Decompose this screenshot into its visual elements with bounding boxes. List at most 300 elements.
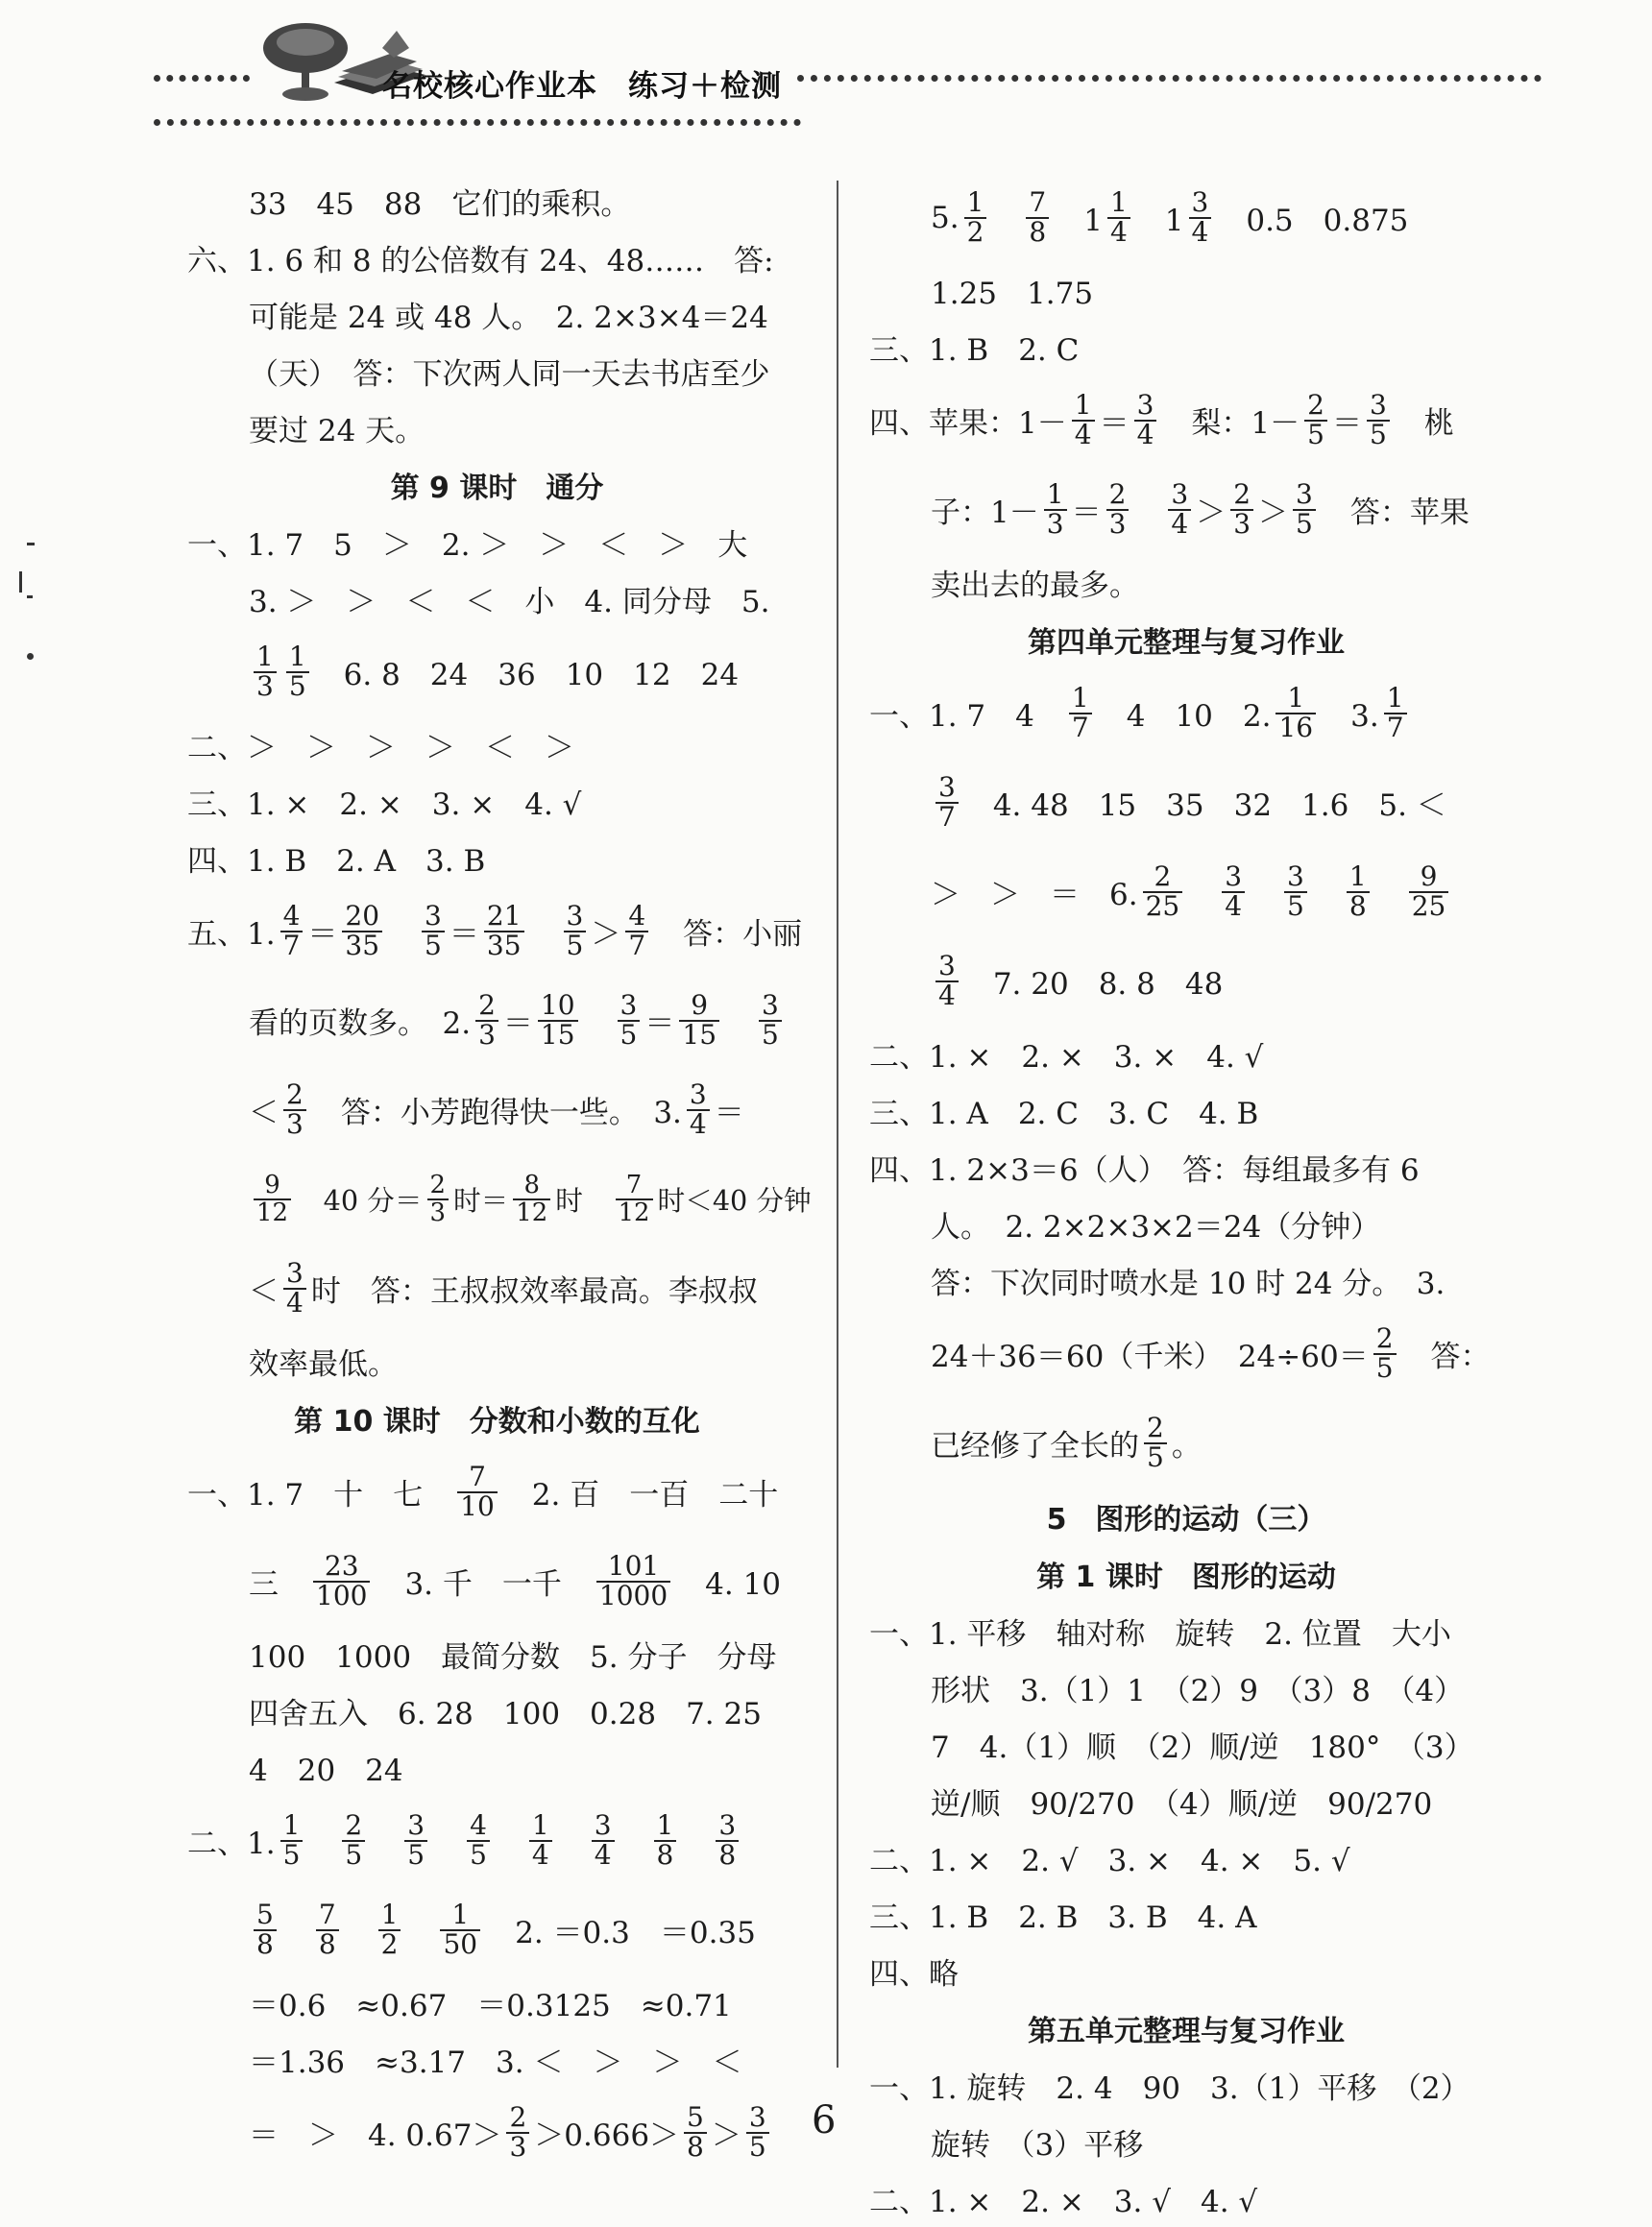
section-heading [869,611,1503,668]
column-divider [837,181,838,2068]
fraction-denominator: 7 [625,931,648,960]
section-heading [187,456,807,514]
answer-line [187,1682,807,1739]
fraction-numerator: 1 [1046,477,1064,510]
fraction [1072,388,1095,450]
fraction-numerator: 1 [966,185,984,218]
answer-line-with-fractions [869,847,1503,936]
fraction-denominator: 8 [684,2132,707,2162]
fraction [457,1460,498,1522]
answer-line-with-fractions [187,886,807,976]
answer-line-with-fractions [187,1154,812,1244]
answer-text: 3. [1321,699,1379,734]
answer-line-with-fractions [187,976,807,1065]
answer-line-with-fractions [869,1398,1503,1488]
answer-line-with-fractions [869,375,1503,465]
answer-line [869,2170,1503,2227]
fraction [564,899,587,961]
answer-text [432,1819,462,1862]
fraction-denominator: 5 [746,2132,769,2162]
answer-line [187,230,807,286]
fraction-numerator: 3 [286,1256,304,1289]
fraction [513,1173,550,1225]
answer-line-with-fractions [869,668,1503,758]
answer-text [1250,870,1279,913]
answer-line [187,173,807,230]
fraction-denominator: 5 [1373,1353,1397,1383]
fraction-numerator: 3 [938,949,956,981]
answer-line-with-fractions [187,1447,807,1537]
page-number: 6 [812,2098,837,2142]
fraction [684,2100,707,2163]
fraction [404,1808,427,1871]
fraction [1189,185,1212,248]
answer-text: 四舍五入 6. 28 100 0.28 7. 25 [249,1697,762,1731]
answer-text: 时 答：王叔叔效率最高。李叔叔 [310,1274,758,1309]
margin-mark [27,543,35,545]
fraction-numerator: 3 [718,1808,737,1841]
fraction-numerator: 1 [288,640,306,672]
fraction-denominator: 35 [342,931,382,960]
fraction [759,988,782,1051]
fraction-denominator: 5 [467,1840,490,1870]
fraction [1293,477,1316,540]
fraction-denominator: 5 [422,931,445,960]
margin-mark [19,571,22,593]
fraction-numerator: 2 [1307,388,1324,421]
fraction-numerator: 2 [286,1077,304,1110]
answer-line [187,399,807,456]
fraction [1044,477,1067,540]
fraction-denominator: 12 [616,1198,653,1225]
header-dotted-rule [797,75,1542,82]
answer-text: 时＝ [452,1184,509,1217]
fraction [280,899,304,961]
fraction [1144,1411,1167,1473]
answer-text: 一、1. 旋转 2. 4 90 3.（1）平移 （2） [869,2071,1470,2106]
answer-text: 形状 3.（1）1 （2）9 （3）8 （4） [931,1674,1465,1708]
fraction [254,1898,277,1960]
fraction-numerator: 1 [451,1898,470,1930]
fraction-numerator: 2 [1233,477,1251,510]
header-dotted-rule [154,75,250,82]
fraction [1284,859,1307,922]
answer-text: 四、1. 2×3＝6（人） 答：每组最多有 6 [869,1153,1420,1188]
fraction-denominator: 3 [254,671,277,701]
fraction [342,899,382,961]
section-heading [187,1390,807,1447]
fraction [1168,477,1191,540]
fraction-denominator: 4 [1189,217,1212,247]
fraction-numerator: 3 [594,1808,612,1841]
fraction-denominator: 25 [1409,891,1449,921]
fraction [316,1898,339,1960]
fraction-numerator: 1 [531,1808,549,1841]
answer-text: ＞0.666＞ [534,2118,680,2153]
answer-text: ＝1.36 ≈3.17 3. ＜ ＞ ＞ ＜ [249,2045,742,2080]
answer-text: 四、1. B 2. A 3. B [187,844,486,879]
fraction [1275,681,1316,743]
margin-mark [27,595,33,598]
fraction-denominator: 5 [759,1020,782,1050]
answer-text: ＝ [1331,406,1362,441]
fraction [286,640,309,702]
answer-text: ＝ [1099,406,1130,441]
fraction-numerator: 7 [625,1171,643,1200]
fraction [592,1808,615,1871]
left-answer-column [187,173,812,2177]
fraction-denominator: 15 [679,1020,719,1050]
fraction [440,1898,480,1960]
fraction-numerator: 1 [1109,185,1128,218]
fraction-numerator: 1 [1287,681,1305,714]
answer-text: 二、1. × 2. √ 3. × 4. × 5. √ [869,1844,1350,1878]
answer-text: 时 [555,1184,611,1217]
answer-text: 0.5 0.875 [1216,204,1409,238]
fraction [1069,681,1092,743]
fraction-numerator: 3 [1136,388,1154,421]
fraction-numerator: 23 [324,1549,359,1582]
fraction-denominator: 35 [484,931,524,960]
answer-text: 三 [249,1567,308,1602]
answer-line-with-fractions [187,1885,807,1974]
fraction [283,1256,306,1319]
answer-text: 1 [1134,204,1184,238]
fraction [342,1808,365,1871]
fraction [1304,388,1327,450]
fraction-numerator: 3 [938,770,956,803]
answer-line [187,1974,807,2031]
fraction [1384,681,1407,743]
fraction [935,949,959,1011]
fraction-numerator: 3 [566,899,584,932]
answer-text: ＝ [449,917,479,952]
answer-text: 子：1－ [931,496,1039,530]
answer-line [869,1082,1503,1139]
answer-line-with-fractions [187,627,807,716]
fraction-numerator: 1 [256,640,274,672]
fraction-denominator: 4 [1168,509,1191,539]
fraction [467,1808,490,1871]
fraction [506,2100,529,2163]
answer-text: 要过 24 天。 [249,414,425,448]
fraction [654,1808,677,1871]
answer-text: 一、1. 7 5 ＞ 2. ＞ ＞ ＜ ＞ 大 [187,528,748,563]
fraction-numerator: 2 [429,1171,446,1200]
answer-text: 二、1. × 2. × 3. √ 4. √ [869,2185,1258,2219]
fraction-denominator: 3 [1044,509,1067,539]
answer-text [1374,870,1404,913]
answer-text: 三、1. A 2. C 3. C 4. B [869,1097,1259,1131]
answer-text [529,909,559,953]
fraction-denominator: 3 [1106,509,1130,539]
fraction-denominator: 3 [475,1020,498,1050]
answer-text: 效率最低。 [249,1347,398,1382]
answer-text [557,1819,587,1862]
answer-line-with-fractions [869,173,1503,262]
answer-text: 五、1. [187,917,276,952]
fraction-denominator: 5 [618,1020,641,1050]
fraction-numerator: 2 [345,1808,363,1841]
fraction-numerator: 9 [1420,859,1438,892]
fraction-denominator: 8 [254,1929,277,1959]
answer-line [187,716,807,773]
answer-text: 四、略 [869,1957,959,1992]
answer-line [187,2031,807,2088]
answer-text: ＝ [307,917,338,952]
fraction-numerator: 1 [1074,388,1092,421]
fraction [1026,185,1049,248]
fraction-denominator: 15 [538,1020,578,1050]
answer-text: 已经修了全长的 [931,1429,1139,1464]
fraction-numerator: 101 [607,1549,660,1582]
answer-text: 答：小丽 [653,917,803,952]
page-header [144,19,1546,134]
answer-text [281,1908,311,1951]
answer-line [187,773,807,830]
answer-line [869,262,1503,319]
answer-line [869,1139,1503,1196]
section-heading-text: 第 1 课时 图形的运动 [1036,1561,1336,1594]
fraction-denominator: 4 [935,980,959,1010]
fraction-numerator: 3 [620,988,638,1021]
fraction-numerator: 9 [691,988,709,1021]
fraction-denominator: 4 [592,1840,615,1870]
answer-line [869,1252,1503,1309]
answer-line [187,570,807,627]
fraction-numerator: 5 [256,1898,274,1930]
answer-text: 三、1. × 2. × 3. × 4. √ [187,787,582,822]
fraction [1230,477,1253,540]
fraction-denominator: 16 [1275,713,1316,742]
fraction-denominator: 5 [1304,420,1327,449]
answer-text: ＞ [1258,496,1289,530]
fraction [1409,859,1449,922]
fraction-denominator: 3 [506,2132,529,2162]
answer-text: 桃 [1394,406,1454,441]
fraction-numerator: 3 [1369,388,1387,421]
fraction-numerator: 4 [628,899,646,932]
answer-text [387,909,417,953]
answer-text: ＞ [1196,496,1227,530]
answer-text [583,999,613,1042]
answer-text: 40 分＝ [295,1184,423,1217]
fraction-numerator: 2 [509,2100,527,2133]
fraction-numerator: 1 [282,1808,301,1841]
answer-text [681,1819,711,1862]
answer-line [869,554,1503,611]
fraction-denominator: 5 [280,1840,304,1870]
fraction-numerator: 1 [656,1808,674,1841]
fraction-numerator: 3 [748,2100,766,2133]
fraction-numerator: 3 [1171,477,1189,510]
answer-text: 逆/顺 90/270 （4）顺/逆 90/270 [931,1787,1433,1822]
section-heading [869,1999,1503,2057]
fraction-denominator: 8 [1347,891,1370,921]
answer-text: ＝0.6 ≈0.67 ＝0.3125 ≈0.71 [249,1989,732,2023]
answer-text: ＞ [711,2118,741,2153]
answer-text: 24＋36＝60（千米） 24÷60＝ [931,1340,1369,1374]
answer-text: 一、1. 7 4 [869,699,1064,734]
fraction-denominator: 10 [457,1491,498,1521]
answer-text: 4. 48 15 35 32 1.6 5. ＜ [962,788,1446,823]
answer-text: 人。 2. 2×2×3×2＝24（分钟） [931,1210,1381,1245]
answer-line [187,830,807,886]
answer-text: ＝ [714,1096,744,1130]
fraction [618,988,641,1051]
answer-text: 答：小芳跑得快一些。 3. [310,1096,682,1130]
answer-text: 答：下次同时喷水是 10 时 24 分。 3. [931,1267,1446,1301]
fraction-numerator: 1 [1386,681,1404,714]
answer-line-with-fractions [869,758,1503,847]
answer-text: ＜ [249,1274,279,1309]
section-heading [869,1545,1503,1603]
fraction-denominator: 5 [1367,420,1390,449]
answer-line [187,1333,807,1390]
answer-text [724,999,754,1042]
fraction-denominator: 4 [1134,420,1157,449]
fraction-numerator: 2 [478,988,496,1021]
fraction-numerator: 2 [1375,1321,1394,1354]
answer-text: 旋转 （3）平移 [931,2128,1144,2163]
answer-text: 3. ＞ ＞ ＜ ＜ 小 4. 同分母 5. [249,585,770,619]
answer-line-with-fractions [187,1537,807,1626]
fraction [378,1898,401,1960]
answer-text: 看的页数多。 2. [249,1006,472,1041]
answer-text: 7 4.（1）顺 （2）顺/逆 180° （3） [931,1731,1474,1765]
fraction [746,2100,769,2163]
fraction-numerator: 5 [687,2100,704,2133]
fraction-numerator: 3 [762,988,779,1021]
answer-line [869,2057,1503,2114]
answer-text [405,1908,435,1951]
answer-text: 一、1. 平移 轴对称 旋转 2. 位置 大小 [869,1617,1451,1652]
answer-line-with-fractions [187,1065,807,1154]
fraction-denominator: 5 [564,931,587,960]
answer-text [1312,870,1342,913]
fraction-numerator: 10 [540,988,575,1021]
right-answer-column [869,173,1503,2227]
answer-text [1133,488,1163,531]
fraction-denominator: 5 [1144,1442,1167,1472]
fraction [529,1808,552,1871]
fraction-numerator: 2 [1154,859,1172,892]
margin-mark [27,653,34,660]
fraction-numerator: 3 [689,1077,707,1110]
answer-line [187,1626,807,1682]
fraction-denominator: 5 [404,1840,427,1870]
answer-text: 一、1. 7 十 七 [187,1478,453,1513]
fraction [475,988,498,1051]
answer-line [869,1196,1503,1252]
section-heading-text: 第 9 课时 通分 [390,472,604,505]
fraction [1222,859,1245,922]
fraction-numerator: 3 [1225,859,1243,892]
fraction-numerator: 20 [345,899,380,932]
fraction-numerator: 3 [425,899,442,932]
fraction-denominator: 3 [427,1198,449,1225]
fraction-denominator: 7 [1069,713,1092,742]
fraction [313,1549,370,1611]
section-heading-text: 第五单元整理与复习作业 [1028,2015,1345,2048]
answer-text: 四、苹果：1－ [869,406,1067,441]
fraction [687,1077,710,1140]
answer-text: 100 1000 最简分数 5. 分子 分母 [249,1640,777,1675]
answer-text: 可能是 24 或 48 人。 2. 2×3×4＝24 [249,301,768,335]
answer-line [869,1773,1503,1829]
answer-text [991,196,1021,239]
answer-text: 4 10 2. [1096,699,1272,734]
fraction-denominator: 12 [513,1198,550,1225]
fraction-denominator: 7 [935,802,959,832]
fraction-denominator: 7 [1384,713,1407,742]
answer-text: 答： [1400,1340,1491,1374]
answer-text [344,1908,374,1951]
fraction [1143,859,1183,922]
header-title: 名校核心作业本 练习＋检测 [382,69,782,104]
answer-text: 答：苹果 [1320,496,1470,530]
fraction-numerator: 9 [264,1171,280,1200]
fraction-denominator: 8 [1026,217,1049,247]
fraction [679,988,719,1051]
answer-text: 4 20 24 [249,1754,403,1788]
section-heading-text: 第四单元整理与复习作业 [1028,626,1345,660]
fraction [616,1173,653,1225]
fraction-denominator: 2 [964,217,987,247]
fraction [254,640,277,702]
answer-text: ＝ [644,1006,675,1041]
answer-text [495,1819,524,1862]
answer-text: 33 45 88 它们的乘积。 [249,187,631,222]
answer-text: 梨：1－ [1161,406,1300,441]
answer-text: ＝ ＞ 4. 0.67＞ [249,2118,502,2153]
answer-line [869,1603,1503,1659]
answer-line-with-fractions [187,1796,807,1885]
answer-text [370,1819,400,1862]
answer-line [187,1739,807,1796]
fraction-denominator: 4 [283,1288,306,1318]
answer-line [869,1943,1503,1999]
fraction-denominator: 8 [654,1840,677,1870]
fraction-denominator: 7 [280,931,304,960]
section-heading-text: 5 图形的运动（三） [1046,1503,1326,1537]
fraction [1107,185,1130,248]
answer-text: ＝ [502,1006,533,1041]
fraction-numerator: 4 [282,899,301,932]
answer-line [869,1716,1503,1773]
answer-text: 4. 10 [675,1567,782,1602]
answer-line [869,1659,1503,1716]
fraction-denominator: 4 [1222,891,1245,921]
answer-text: ＜ [249,1096,279,1130]
fraction-numerator: 1 [1348,859,1367,892]
answer-line [187,343,807,399]
fraction-numerator: 2 [1147,1411,1164,1443]
answer-text [307,1819,337,1862]
fraction-denominator: 5 [1284,891,1307,921]
fraction [538,988,578,1051]
fraction [1106,477,1130,540]
fraction-denominator: 50 [440,1929,480,1959]
answer-line-with-fractions [187,1244,807,1333]
answer-text: 三、1. B 2. C [869,333,1080,368]
fraction [280,1808,304,1871]
fraction [254,1173,291,1225]
answer-text: 六、1. 6 和 8 的公倍数有 24、48…… 答: [187,244,774,278]
header-dotted-rule [154,119,801,126]
fraction-denominator: 4 [529,1840,552,1870]
answer-line [869,2114,1503,2170]
